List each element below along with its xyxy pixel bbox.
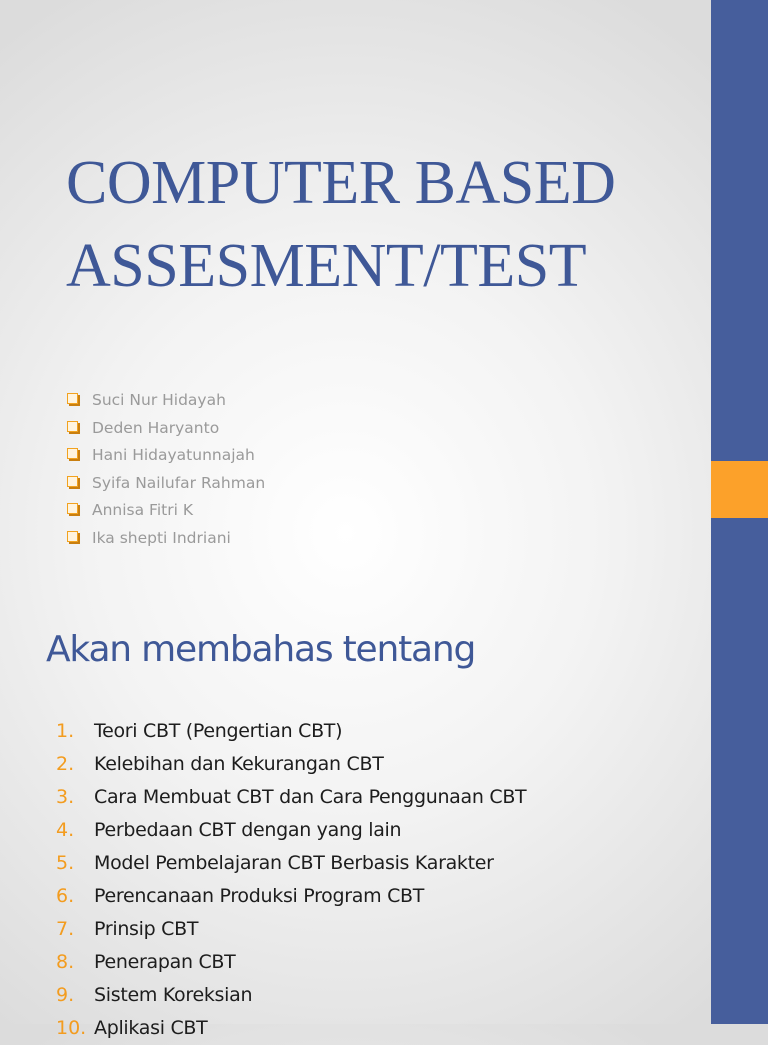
topic-item bbox=[56, 913, 526, 946]
topic-text: Kelebihan dan Kekurangan CBT bbox=[94, 753, 384, 775]
author-list bbox=[67, 387, 265, 552]
checkbox-bullet-icon bbox=[67, 448, 78, 459]
slide-title-line-1: COMPUTER BASED bbox=[66, 149, 616, 217]
topic-text: Prinsip CBT bbox=[94, 918, 199, 940]
topic-number: 4. bbox=[56, 819, 75, 841]
topic-text: Teori CBT (Pengertian CBT) bbox=[94, 720, 343, 742]
topic-number: 3. bbox=[56, 786, 75, 808]
topic-item bbox=[56, 880, 526, 913]
topic-number: 2. bbox=[56, 753, 75, 775]
topic-number: 10. bbox=[56, 1017, 87, 1039]
topic-text: Cara Membuat CBT dan Cara Penggunaan CBT bbox=[94, 786, 527, 808]
topic-item bbox=[56, 1012, 526, 1045]
author-item bbox=[67, 387, 265, 415]
topic-item bbox=[56, 715, 526, 748]
topic-number: 5. bbox=[56, 852, 75, 874]
checkbox-bullet-icon bbox=[67, 393, 78, 404]
topic-text: Penerapan CBT bbox=[94, 951, 236, 973]
topic-item bbox=[56, 847, 526, 880]
checkbox-bullet-icon bbox=[67, 476, 78, 487]
topic-text: Perbedaan CBT dengan yang lain bbox=[94, 819, 402, 841]
topic-number: 6. bbox=[56, 885, 75, 907]
slide-title-line-2: ASSESMENT/TEST bbox=[66, 232, 587, 300]
author-item bbox=[67, 497, 265, 525]
author-item bbox=[67, 415, 265, 443]
topic-text: Aplikasi CBT bbox=[94, 1017, 208, 1039]
topic-number: 9. bbox=[56, 984, 75, 1006]
author-name: Suci Nur Hidayah bbox=[92, 391, 226, 409]
author-name: Hani Hidayatunnajah bbox=[92, 446, 255, 464]
topic-text: Perencanaan Produksi Program CBT bbox=[94, 885, 425, 907]
checkbox-bullet-icon bbox=[67, 503, 78, 514]
topic-number: 7. bbox=[56, 918, 75, 940]
author-item bbox=[67, 470, 265, 498]
topic-list bbox=[56, 715, 526, 1045]
topic-number: 8. bbox=[56, 951, 75, 973]
topic-number: 1. bbox=[56, 720, 75, 742]
topic-item bbox=[56, 781, 526, 814]
checkbox-bullet-icon bbox=[67, 531, 78, 542]
topic-item bbox=[56, 814, 526, 847]
author-item bbox=[67, 442, 265, 470]
topic-text: Model Pembelajaran CBT Berbasis Karakter bbox=[94, 852, 494, 874]
topic-item bbox=[56, 748, 526, 781]
section-heading: Akan membahas tentang bbox=[46, 629, 476, 670]
topic-item bbox=[56, 946, 526, 979]
author-name: Syifa Nailufar Rahman bbox=[92, 473, 266, 492]
author-name: Ika shepti Indriani bbox=[92, 528, 231, 547]
side-bar-accent bbox=[711, 461, 768, 518]
author-item bbox=[67, 525, 265, 553]
checkbox-bullet-icon bbox=[67, 421, 78, 432]
topic-item bbox=[56, 979, 526, 1012]
author-name: Deden Haryanto bbox=[92, 418, 220, 437]
author-name: Annisa Fitri K bbox=[92, 501, 193, 519]
topic-text: Sistem Koreksian bbox=[94, 984, 253, 1006]
slide-title bbox=[66, 142, 706, 308]
